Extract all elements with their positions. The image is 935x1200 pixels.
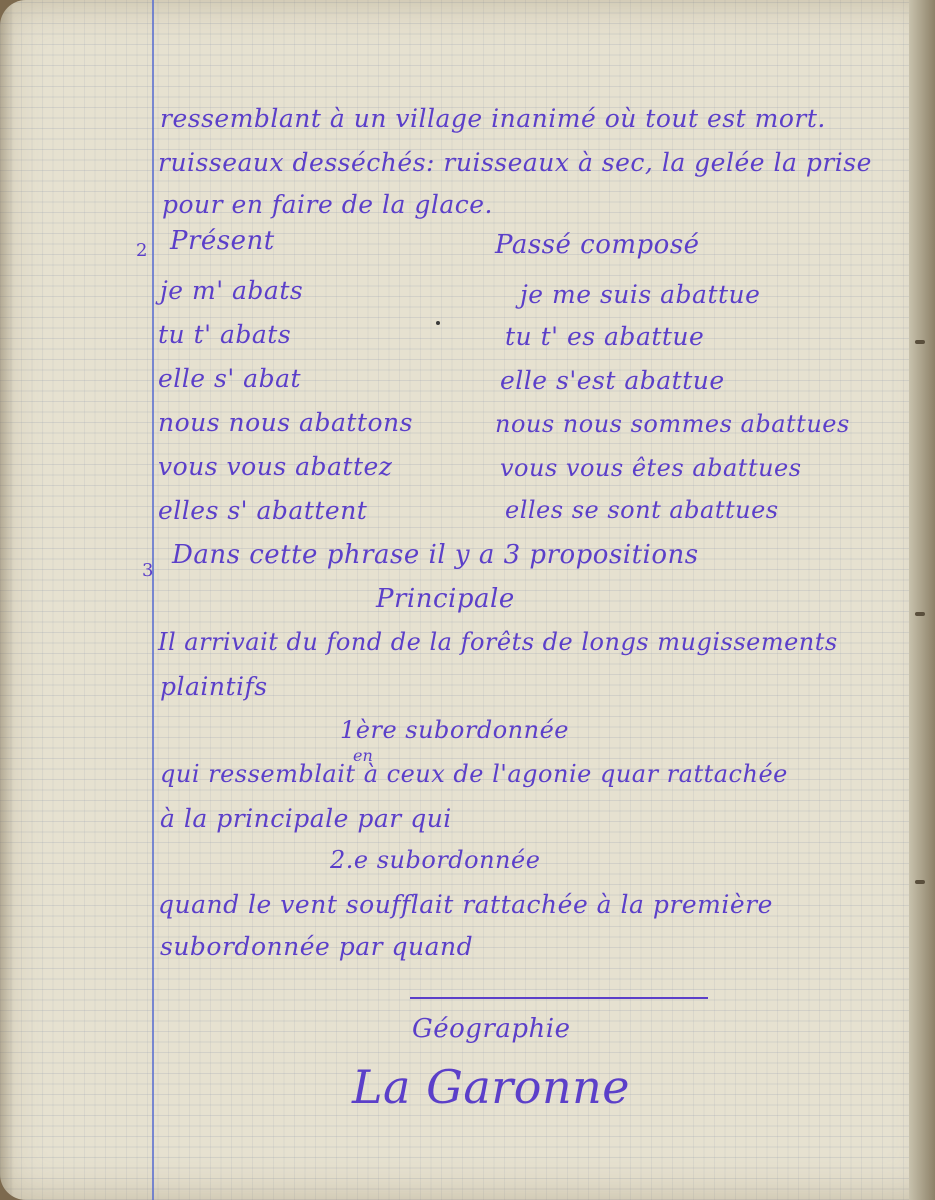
text-line-7: qui ressemblait à ceux de l'agonie quar rattachée	[160, 760, 788, 788]
separator-rule	[410, 997, 708, 999]
present-row-5: vous vous abattez	[158, 452, 393, 481]
propositions-line: Dans cette phrase il y a 3 propositions	[172, 540, 699, 570]
subordonnee-2-title: 2.e subordonnée	[330, 846, 541, 874]
subordonnee-1-title: 1ère subordonnée	[340, 716, 569, 744]
principale-title: Principale	[376, 584, 515, 614]
present-header: Présent	[170, 226, 275, 256]
text-line-1: ressemblant à un village inanimé où tout est mort.	[160, 104, 826, 133]
passe-row-5: vous vous êtes abattues	[500, 454, 802, 482]
binding-edge	[909, 0, 935, 1200]
passe-compose-header: Passé composé	[495, 230, 700, 260]
present-row-3: elle s' abat	[158, 364, 302, 393]
passe-row-3: elle s'est abattue	[500, 366, 725, 395]
present-row-2: tu t' abats	[158, 320, 292, 349]
passe-row-6: elles se sont abattues	[505, 496, 779, 524]
insertion-en: en	[353, 746, 373, 765]
ink-dot	[436, 321, 440, 325]
margin-line	[152, 0, 154, 1200]
la-garonne-title: La Garonne	[352, 1060, 630, 1114]
text-line-9: quand le vent soufflait rattachée à la première	[158, 890, 773, 919]
passe-row-4: nous nous sommes abattues	[495, 410, 850, 438]
passe-row-1: je me suis abattue	[520, 280, 761, 309]
text-line-10: subordonnée par quand	[160, 932, 474, 961]
binding-hole	[915, 612, 925, 616]
geographie-heading: Géographie	[412, 1014, 571, 1044]
binding-hole	[915, 340, 925, 344]
passe-row-2: tu t' es abattue	[505, 322, 705, 351]
text-line-8: à la principale par qui	[160, 804, 452, 833]
text-line-2: ruisseaux desséchés: ruisseaux à sec, la gelée la prise	[158, 148, 872, 177]
present-row-6: elles s' abattent	[158, 496, 368, 525]
text-line-5: Il arrivait du fond de la forêts de longs mugissements	[158, 628, 838, 656]
item-number-2: 2	[136, 240, 148, 261]
text-line-3: pour en faire de la glace.	[162, 190, 493, 219]
item-number-3: 3	[142, 560, 154, 581]
text-line-6: plaintifs	[160, 672, 268, 701]
binding-hole	[915, 880, 925, 884]
present-row-1: je m' abats	[160, 276, 304, 305]
present-row-4: nous nous abattons	[158, 408, 413, 437]
